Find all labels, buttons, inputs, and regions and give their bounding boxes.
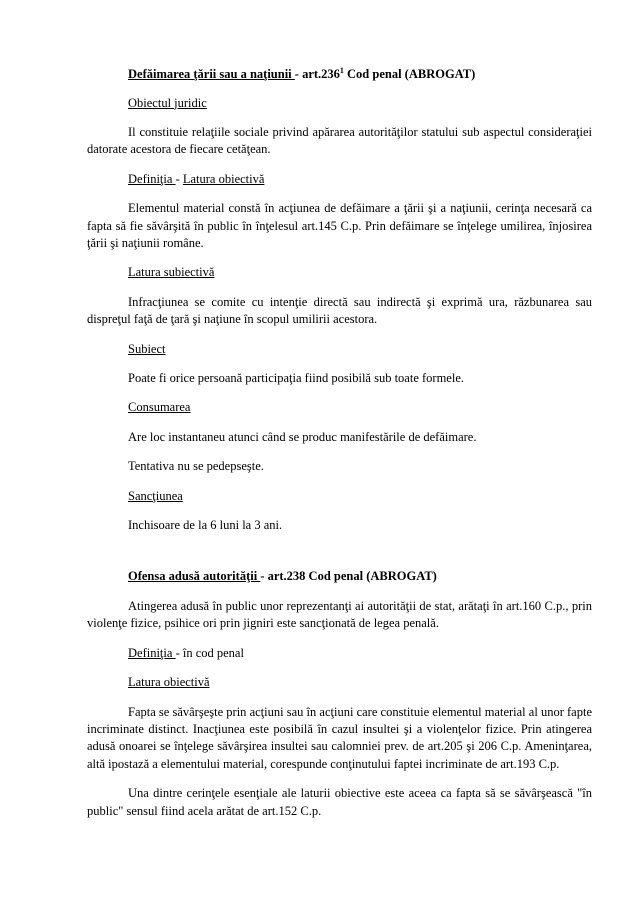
consumarea-heading: Consumarea bbox=[128, 400, 191, 415]
section2-latura-obiectiva-heading: Latura obiectivă bbox=[128, 675, 210, 690]
definitia-separator: - bbox=[175, 171, 183, 186]
subiect-text: Poate fi orice persoană participaţia fiind posibilă sub toate formele. bbox=[128, 371, 464, 386]
section2-public-text: Una dintre cerinţele esenţiale ale laturii obiective este aceea ca fapta să se săvârşească "în public" sensul fiind acela arătat de art.152 C.p. bbox=[87, 786, 592, 818]
tentativa-text: Tentativa nu se pedepseşte. bbox=[128, 459, 264, 474]
section2-title-article: - art.238 Cod penal (ABROGAT) bbox=[260, 569, 437, 584]
definitia-heading bbox=[87, 171, 592, 188]
sanctiunea-heading: Sancţiunea bbox=[128, 488, 183, 503]
document-page bbox=[87, 62, 592, 820]
obiect-juridic-heading: Obiectul juridic bbox=[128, 95, 207, 110]
subiect-heading: Subiect bbox=[128, 341, 166, 356]
latura-subiectiva-heading: Latura subiectivă bbox=[128, 265, 215, 280]
obiect-juridic-text: Il constituie relaţiile sociale privind apărarea autorităţilor statului sub aspectul consideraţiei datorate acestora de fiecare cetăţean. bbox=[87, 124, 592, 157]
section2-title-underlined: Ofensa adusă autorităţii bbox=[128, 569, 261, 584]
sanctiunea-text: Inchisoare de la 6 luni la 3 ani. bbox=[128, 518, 283, 533]
section1-title-tail: Cod penal (ABROGAT) bbox=[343, 67, 476, 82]
definitia-text: Elementul material constă în acţiunea de defăimare a ţării şi a naţiunii, cerinţa necesară ca fapta să fie săvârşită în public în înţelesul art.145 C.p. Prin defăimare se înţelege umilirea, înjosirea ţării şi naţiunii române. bbox=[87, 201, 592, 250]
latura-subiectiva-text: Infracţiunea se comite cu intenţie directă sau indirectă şi exprimă ura, răzbunarea sau dispreţul faţă de ţară şi naţiune în scopul umilirii acestora. bbox=[87, 294, 592, 327]
section2-definitia-label: Definiţia bbox=[128, 645, 176, 660]
definitia-label: Definiţia bbox=[128, 171, 176, 186]
latura-obiectiva-label: Latura obiectivă bbox=[182, 171, 265, 186]
section1-title-underlined: Defăimarea ţării sau a naţiunii bbox=[128, 67, 295, 82]
consumarea-text: Are loc instantaneu atunci când se produc manifestările de defăimare. bbox=[128, 429, 477, 444]
section1-title-article: - art.236 bbox=[294, 67, 340, 82]
section2-title bbox=[87, 568, 592, 585]
section1-title-superscript: 1 bbox=[339, 66, 344, 75]
section1-title bbox=[87, 62, 592, 84]
section2-intro-text: Atingerea adusă în public unor reprezentanţi ai autorităţii de stat, arătaţi în art.160 C.p., prin violenţe fizice, psihice ori prin jigniri este sancţionată de legea penală. bbox=[87, 598, 592, 631]
section2-latura-obiectiva-text: Fapta se săvârşeşte prin acţiuni sau în acţiuni care constituie elementul material al unor fapte incriminate distinct. Inacţiunea este posibilă în cazul insultei şi a violenţelor fizice. Prin atingerea adusă onoarei se înţelege săvârşirea insultei sau calomniei prev. de art.205 şi 206 C.p. Ameninţarea, altă ipostază a elementului material, corespunde conţinutului faptei incriminate de art.193 C.p. bbox=[87, 704, 592, 771]
section2-definitia-rest: - în cod penal bbox=[175, 645, 244, 660]
section2-definitia-heading bbox=[87, 645, 592, 662]
